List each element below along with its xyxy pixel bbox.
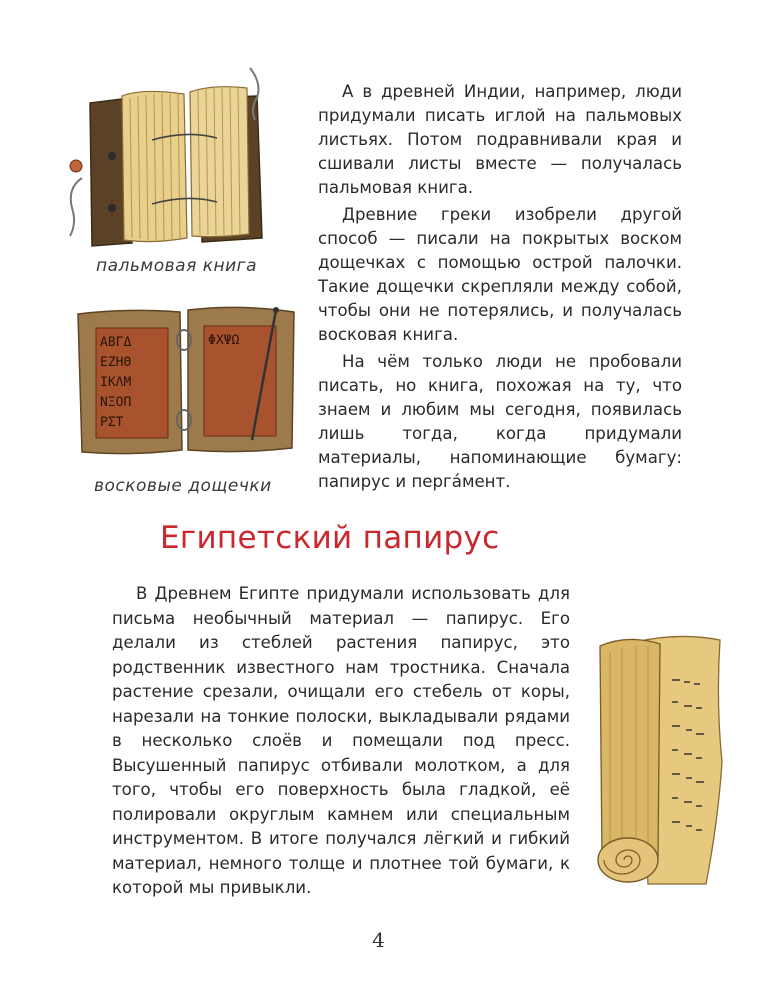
palm-book-illustration — [52, 58, 282, 258]
paragraph: На чём только люди не пробовали писать, но книга, похожая на ту, что знаем и любим мы сегодня, появилась лишь тогда, когда придумали материалы, напоминающие бумагу: папирус и пергáмент. — [318, 352, 682, 491]
paragraph: А в древней Индии, например, люди придумали писать иглой на пальмовых листьях. Потом подравнивали края и сшивали листы вместе — получалась пальмовая книга. — [318, 82, 682, 197]
palm-book-image — [52, 58, 282, 258]
papyrus-scroll-image — [588, 622, 738, 894]
tablet-line-3: ΙΚΛΜ — [100, 375, 132, 390]
tablet-line-6: ΦΧΨΩ — [208, 333, 240, 348]
papyrus-text — [112, 582, 570, 901]
section-title: Египетский папирус — [160, 520, 500, 556]
tablet-line-5: ΡΣΤ — [100, 415, 124, 430]
wax-tablets-image — [76, 300, 298, 458]
paragraph: Древние греки изобрели другой способ — писали на покрытых воском дощечках с помощью острой палочки. Такие дощечки скрепляли между собой, чтобы они не потерялись, и получалась восковая книга. — [318, 205, 682, 344]
paragraph: В Древнем Египте придумали использовать для письма необычный материал — папирус. Его делали из стеблей растения папирус, это родственник известного нам тростника. Сначала растение срезали, очищали его стебель от коры, нарезали на тонкие полоски, выкладывали рядами в несколько слоёв и помещали под пресс. Высушенный папирус отбивали молотком, а для того, чтобы его поверхность была гладкой, её полировали округлым камнем или специальным инструментом. В итоге получался лёгкий и гибкий материал, немного толще и плотнее той бумаги, к которой мы привыкли. — [112, 584, 570, 897]
papyrus-scroll-illustration — [588, 622, 738, 894]
page-number: 4 — [372, 928, 385, 952]
tablet-line-1: ΑΒΓΔ — [100, 335, 132, 350]
wax-tablets-illustration — [76, 300, 298, 458]
tablet-line-2: ΕΖΗΘ — [100, 355, 132, 370]
intro-text — [318, 80, 682, 497]
tablet-line-4: ΝΞΟΠ — [100, 395, 132, 410]
wax-tablets-caption: восковые дощечки — [94, 476, 272, 496]
palm-book-caption: пальмовая книга — [96, 256, 257, 276]
